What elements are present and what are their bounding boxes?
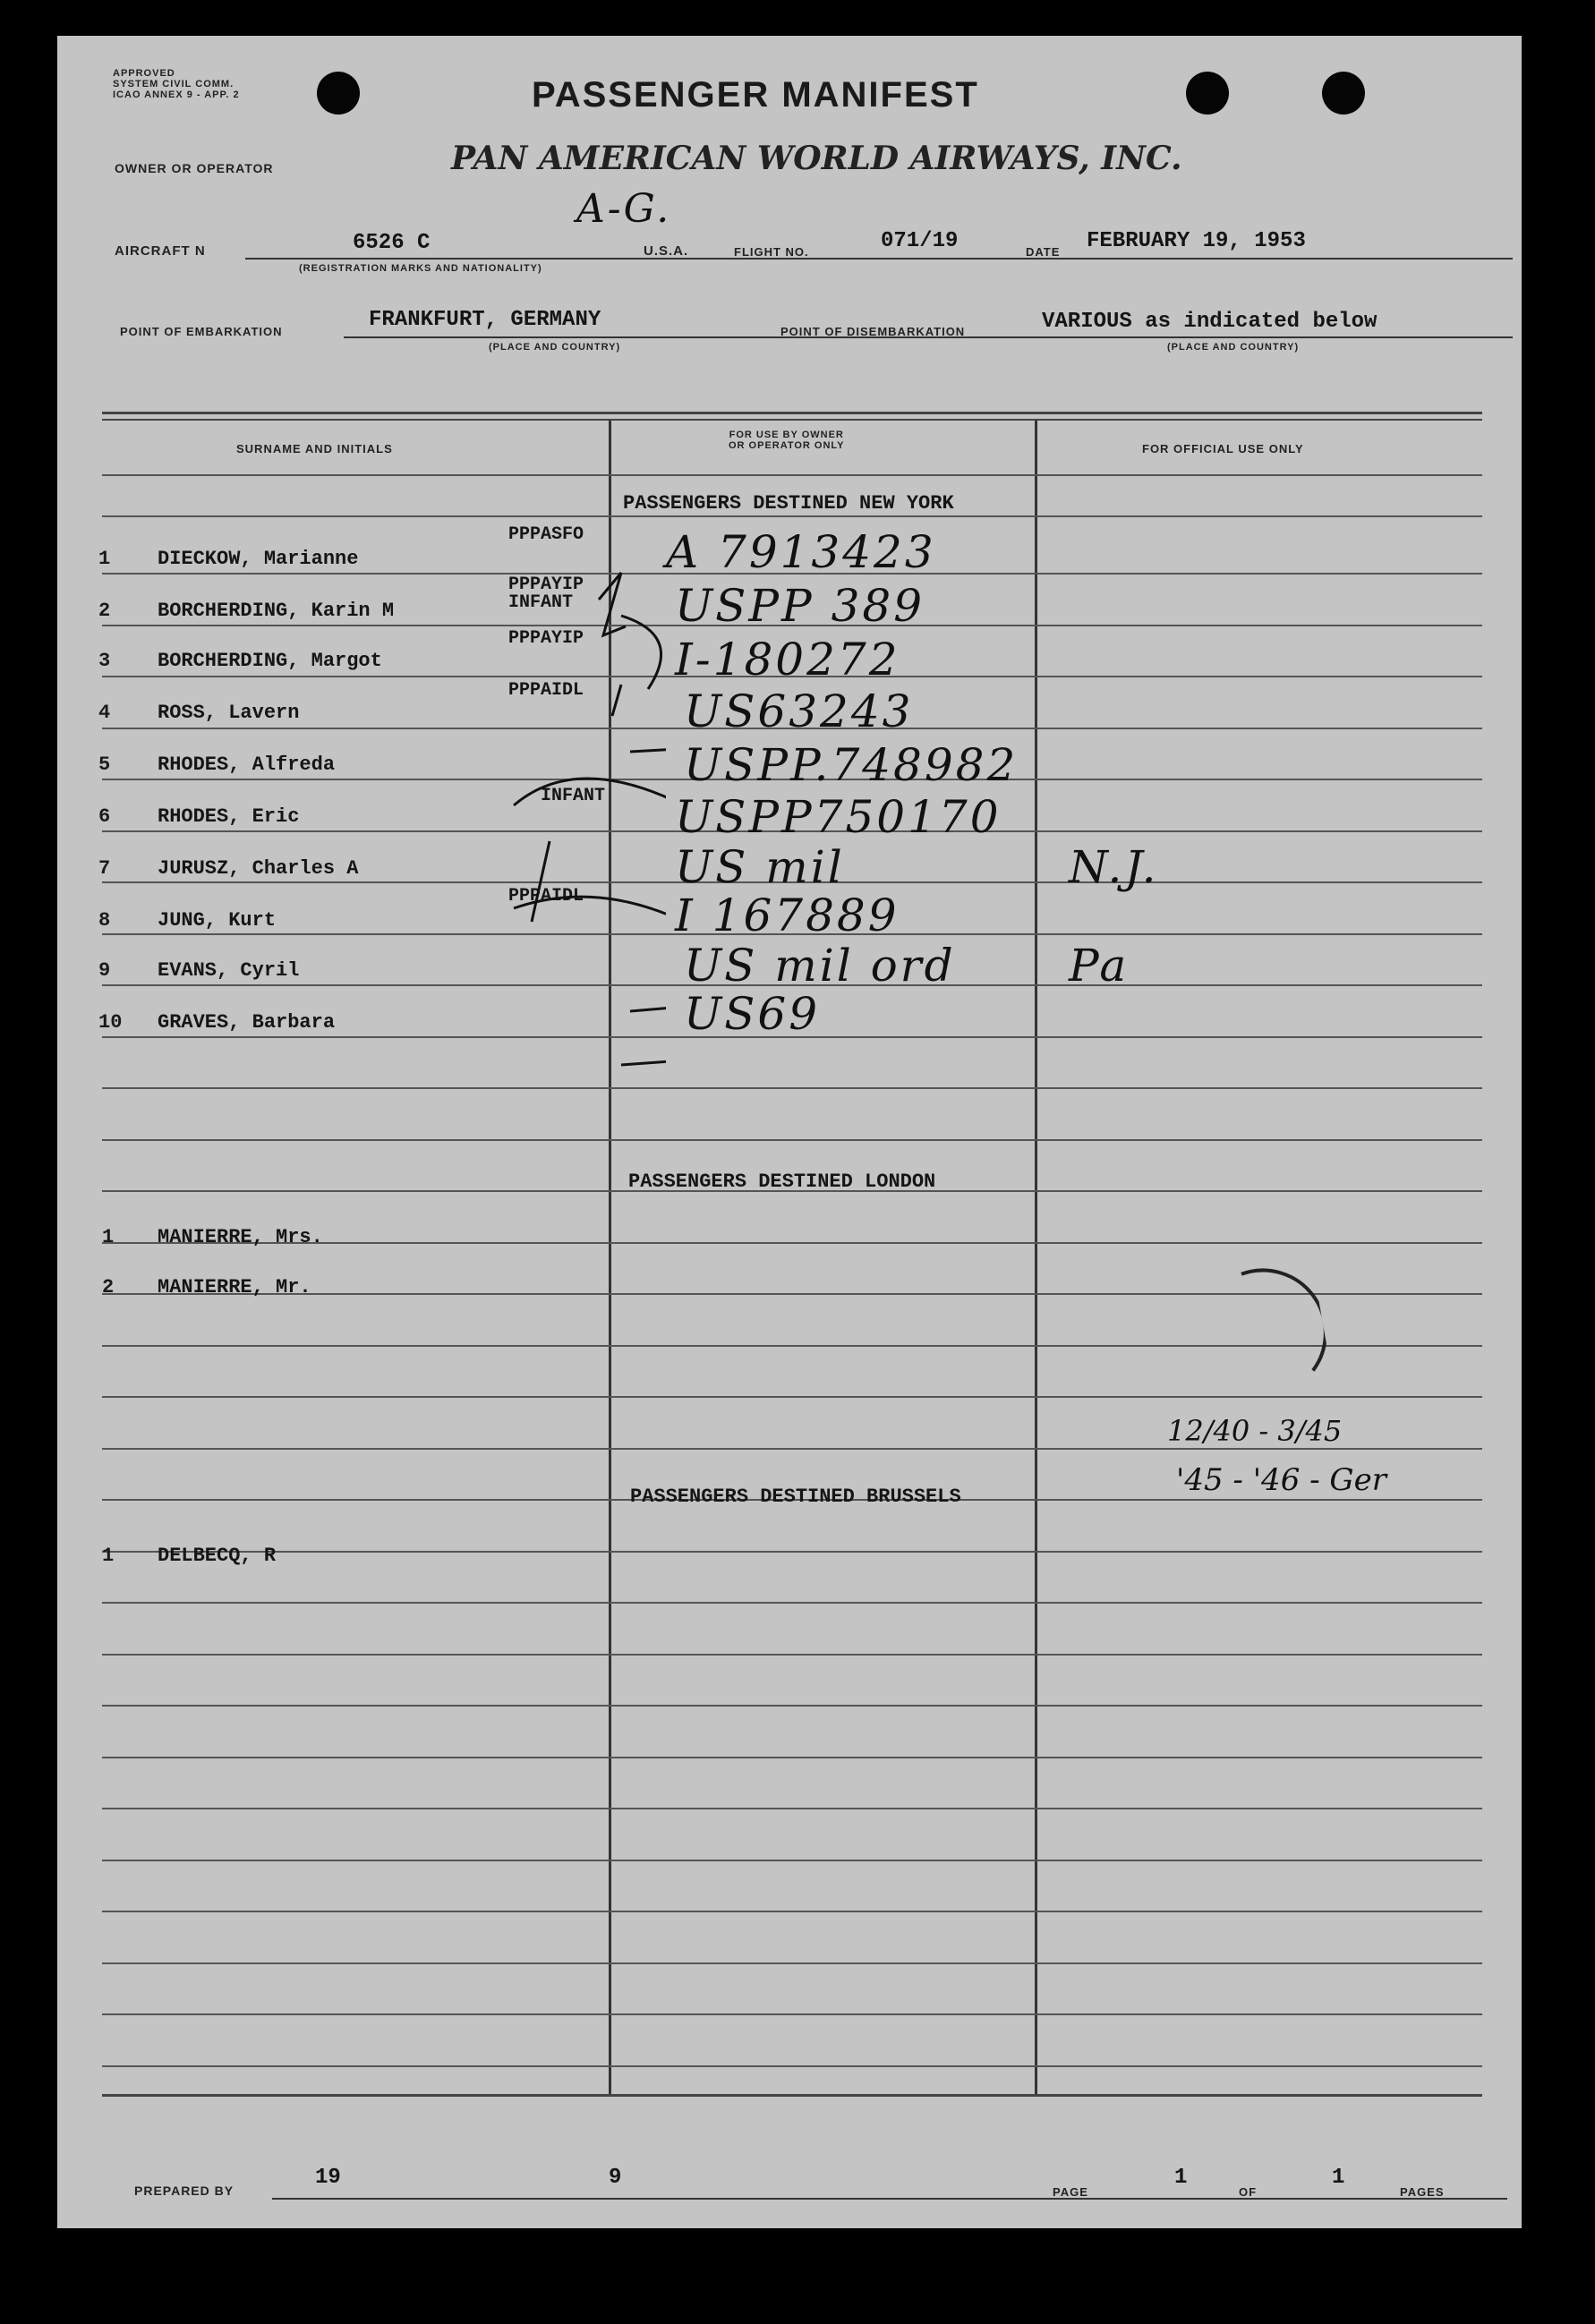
punch-hole — [317, 72, 360, 115]
column-header-line: OR OPERATOR ONLY — [729, 440, 845, 451]
row-number: 5 — [98, 753, 111, 776]
embark-label: POINT OF EMBARKATION — [120, 325, 283, 338]
passenger-name: JURUSZ, Charles A — [158, 857, 359, 880]
document-number: US63243 — [684, 685, 914, 737]
passenger-code: INFANT — [541, 786, 606, 806]
punch-hole — [1322, 72, 1365, 115]
embark-caption: (PLACE AND COUNTRY) — [489, 342, 621, 353]
flight-label: FLIGHT NO. — [734, 245, 809, 259]
passenger-name: MANIERRE, Mrs. — [158, 1226, 323, 1248]
disembark-label: POINT OF DISEMBARKATION — [780, 325, 966, 338]
row-number: 1 — [98, 548, 111, 570]
table-top-rule — [102, 412, 1482, 414]
row-number: 4 — [98, 702, 111, 724]
passenger-code: PPPAYIP — [508, 628, 584, 649]
flight-value: 071/19 — [881, 229, 959, 253]
official-note: Pa — [1069, 940, 1130, 992]
ruled-line — [102, 474, 1482, 476]
owner-value: PAN AMERICAN WORLD AIRWAYS, INC. — [451, 140, 1182, 177]
row-number: 3 — [98, 650, 111, 672]
ruled-line — [102, 1654, 1482, 1656]
column-header-surname: SURNAME AND INITIALS — [236, 442, 393, 455]
aircraft-value: 6526 C — [353, 231, 431, 255]
disembark-caption: (PLACE AND COUNTRY) — [1167, 342, 1300, 353]
disembark-value: VARIOUS as indicated below — [1042, 310, 1378, 334]
page-value: 1 — [1174, 2166, 1188, 2190]
owner-label: OWNER OR OPERATOR — [115, 161, 274, 175]
page-title: PASSENGER MANIFEST — [532, 75, 979, 115]
ruled-line — [102, 1808, 1482, 1809]
margin-note: '45 - '46 - Ger — [1176, 1462, 1386, 1498]
ruled-line — [102, 2013, 1482, 2015]
row-number: 1 — [102, 1545, 115, 1567]
document-number: I-180272 — [675, 634, 900, 685]
approval-line: SYSTEM CIVIL COMM. — [113, 79, 235, 89]
passenger-name: ROSS, Lavern — [158, 702, 300, 724]
row-number: 2 — [98, 600, 111, 622]
passenger-name: EVANS, Cyril — [158, 959, 300, 982]
aircraft-label: AIRCRAFT N — [115, 243, 206, 259]
passenger-name: JUNG, Kurt — [158, 909, 277, 932]
row-number: 6 — [98, 805, 111, 828]
column-divider — [1035, 421, 1037, 2094]
stamp-fragment — [1225, 1253, 1332, 1392]
ruled-line — [102, 1705, 1482, 1707]
ruled-line — [102, 1139, 1482, 1141]
passenger-code: PPPAIDL — [508, 680, 584, 701]
ruled-line — [102, 1087, 1482, 1089]
pages-label: PAGES — [1400, 2185, 1445, 2199]
row-number: 10 — [98, 1011, 123, 1034]
ruled-line — [102, 515, 1482, 517]
row-number: 7 — [98, 857, 111, 880]
approval-block — [113, 68, 240, 100]
column-header-official: FOR OFFICIAL USE ONLY — [1142, 442, 1304, 455]
document-number: USPP.748982 — [684, 739, 1019, 791]
ruled-line — [102, 1962, 1482, 1964]
date-value: FEBRUARY 19, 1953 — [1087, 229, 1306, 253]
aircraft-caption: (REGISTRATION MARKS AND NATIONALITY) — [299, 263, 542, 274]
handwritten-strokes — [469, 537, 666, 1074]
section-heading-new-york: PASSENGERS DESTINED NEW YORK — [623, 492, 954, 515]
document-number: US mil ord — [684, 940, 956, 992]
passenger-name: RHODES, Alfreda — [158, 753, 336, 776]
ruled-line — [102, 1911, 1482, 1912]
usa-label: U.S.A. — [644, 243, 689, 259]
table-top-rule — [102, 419, 1482, 421]
passenger-code: PPPAIDL — [508, 886, 584, 907]
ruled-line — [102, 1551, 1482, 1553]
of-value: 1 — [1332, 2166, 1345, 2190]
of-label: OF — [1239, 2185, 1258, 2199]
passenger-name: BORCHERDING, Karin M — [158, 600, 395, 622]
section-heading-brussels: PASSENGERS DESTINED BRUSSELS — [630, 1485, 961, 1508]
ruled-line — [102, 1396, 1482, 1398]
footer-rule — [102, 2094, 1482, 2097]
passenger-count: 9 — [609, 2166, 622, 2190]
passenger-name: GRAVES, Barbara — [158, 1011, 336, 1034]
document-number: US mil — [675, 841, 845, 893]
ruled-line — [102, 1602, 1482, 1604]
prepared-by-value: 19 — [315, 2166, 341, 2190]
row-number: 1 — [102, 1226, 115, 1248]
ruled-line — [102, 1757, 1482, 1758]
prepared-by-label: PREPARED BY — [134, 2184, 235, 2198]
passenger-name: DELBECQ, R — [158, 1545, 277, 1567]
document-number: USPP750170 — [675, 791, 1002, 843]
approval-line: ICAO ANNEX 9 - APP. 2 — [113, 89, 240, 100]
passenger-code: PPPASFO — [508, 524, 584, 545]
column-header-owner-use — [729, 430, 844, 451]
stamp-arc-icon — [1231, 1253, 1332, 1391]
manifest-sheet — [57, 36, 1522, 2228]
approval-line: APPROVED — [113, 68, 175, 79]
embark-value: FRANKFURT, GERMANY — [369, 308, 601, 332]
passenger-name: BORCHERDING, Margot — [158, 650, 382, 672]
column-header-line: FOR USE BY OWNER — [729, 430, 844, 440]
margin-note: 12/40 - 3/45 — [1167, 1414, 1343, 1448]
passenger-name: MANIERRE, Mr. — [158, 1276, 311, 1298]
ruled-line — [102, 1448, 1482, 1450]
section-heading-london: PASSENGERS DESTINED LONDON — [628, 1171, 936, 1193]
passenger-name: DIECKOW, Marianne — [158, 548, 359, 570]
row-number: 8 — [98, 909, 111, 932]
document-number: USPP 389 — [675, 580, 925, 632]
row-number: 9 — [98, 959, 111, 982]
owner-annotation: A-G. — [576, 186, 672, 232]
ruled-line — [102, 2065, 1482, 2067]
punch-hole — [1186, 72, 1229, 115]
ruled-line — [102, 1860, 1482, 1861]
official-note: N.J. — [1069, 841, 1159, 893]
date-label: DATE — [1026, 245, 1061, 259]
document-number: A 7913423 — [666, 526, 936, 578]
document-number: US69 — [684, 988, 821, 1040]
passenger-name: RHODES, Eric — [158, 805, 300, 828]
page-label: PAGE — [1053, 2185, 1088, 2199]
row-number: 2 — [102, 1276, 115, 1298]
document-number: I 167889 — [675, 890, 900, 941]
passenger-code: PPPAYIP INFANT — [508, 575, 584, 613]
